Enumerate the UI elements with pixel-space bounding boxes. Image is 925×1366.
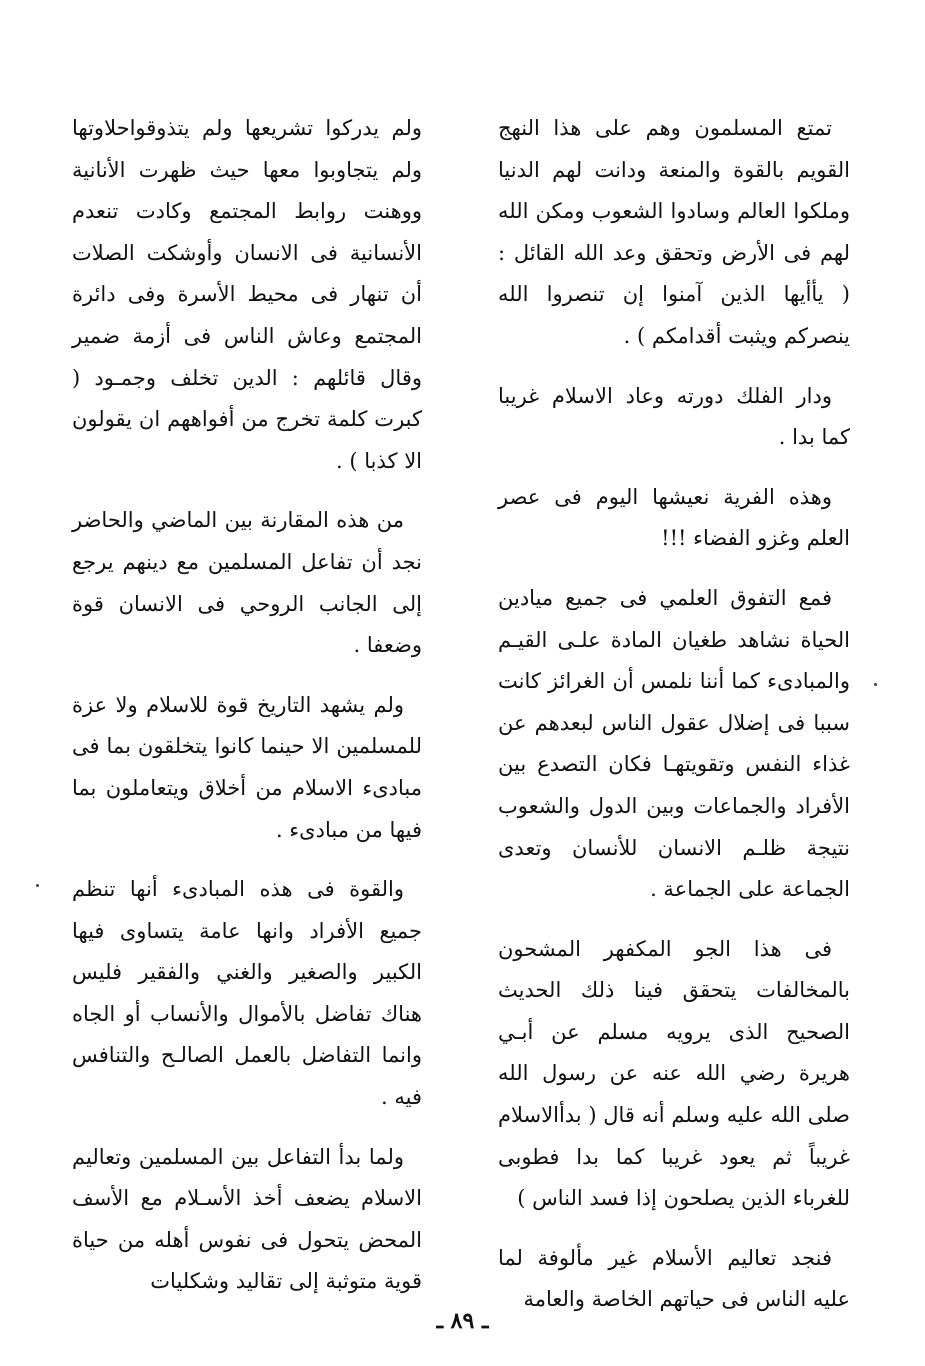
- paragraph: من هذه المقارنة بين الماضي والحاضر نجد أن تفاعل المسلمين مع دينهم يرجع إلى الجانب الروحي فى الانسان قوة وضعفا .: [72, 508, 422, 658]
- paragraph: فمع التفوق العلمي فى جميع ميادين الحياة نشاهد طغيان المادة علـى القيـم والمبادىء كما أننا نلمس أن الغرائز كانت سببا فى إضلال عقول الناس لبعدهم عن غذاء النفس وتقويتهـا فكان التصدع بين الأفراد والجماعات وبين الدول والشعوب نتيجة ظلـم الانسان للأنسان وتعدى الجماعة على الجماعة .: [498, 585, 850, 902]
- paragraph: ولم يدركوا تشريعها ولم يتذوقواحلاوتها ولم يتجاوبوا معها حيث ظهرت الأنانية ووهنت روابط المجتمع وكادت تنعدم الأنسانية فى الانسان وأوشكت الصلات أن تنهار فى محيط الأسرة وفى دائرة المجتمع وعاش الناس فى أزمة ضمير وقال قائلهم : الدين تخلف وجمـود ( كبرت كلمة تخرج من أفواههم ان يقولون الا كذبا ) .: [72, 116, 422, 473]
- paragraph: ولما بدأ التفاعل بين المسلمين وتعاليم الاسلام يضعف أخذ الأسـلام مع الأسف المحض يتحول فى نفوس أهله من حياة قوية متوثبة إلى تقاليد وشكليات: [72, 1144, 422, 1294]
- scan-speck: [36, 884, 39, 887]
- paragraph: ودار الفلك دورته وعاد الاسلام غريبا كما بدا .: [498, 383, 850, 450]
- paragraph: فنجد تعاليم الأسلام غير مألوفة لما عليه الناس فى حياتهم الخاصة والعامة: [498, 1245, 850, 1312]
- page-number: ـ ٨٩ ـ: [436, 1308, 489, 1334]
- paragraph: تمتع المسلمون وهم على هذا النهج القويم بالقوة والمنعة ودانت لهم الدنيا وملكوا العالم وسادوا الشعوب ومكن الله لهم فى الأرض وتحقق وعد الله القائل : ( يأأيها الذين آمنوا إن تنصروا الله ينصركم ويثبت أقدامكم ) .: [498, 116, 850, 348]
- paragraph: ولم يشهد التاريخ قوة للاسلام ولا عزة للمسلمين الا حينما كانوا يتخلقون بما فى مبادىء الاسلام من أخلاق ويتعاملون بما فيها من مبادىء .: [72, 692, 422, 842]
- paragraph: وهذه الفرية نعيشها اليوم فى عصر العلم وغزو الفضاء !!!: [498, 484, 850, 551]
- left-text-column: [72, 108, 422, 1321]
- paragraph: والقوة فى هذه المبادىء أنها تنظم جميع الأفراد وانها عامة يتساوى فيها الكبير والصغير والغني والفقير فليس هناك تفاضل بالأموال والأنساب أو الجاه وانما التفاضل بالعمل الصالـح والتنافس فيه .: [72, 877, 422, 1110]
- paragraph: فى هذا الجو المكفهر المشحون بالمخالفات يتحقق فينا ذلك الحديث الصحيح الذى يرويه مسلم عن أبـي هريرة رضي الله عنه عن رسول الله صلى الله عليه وسلم أنه قال ( بدأالاسلام غريباً ثم يعود غريبا كما بدا فطوبى للغرباء الذين يصلحون إذا فسد الناس ): [498, 936, 850, 1211]
- scan-speck: [874, 683, 877, 686]
- right-text-column: [498, 108, 850, 1339]
